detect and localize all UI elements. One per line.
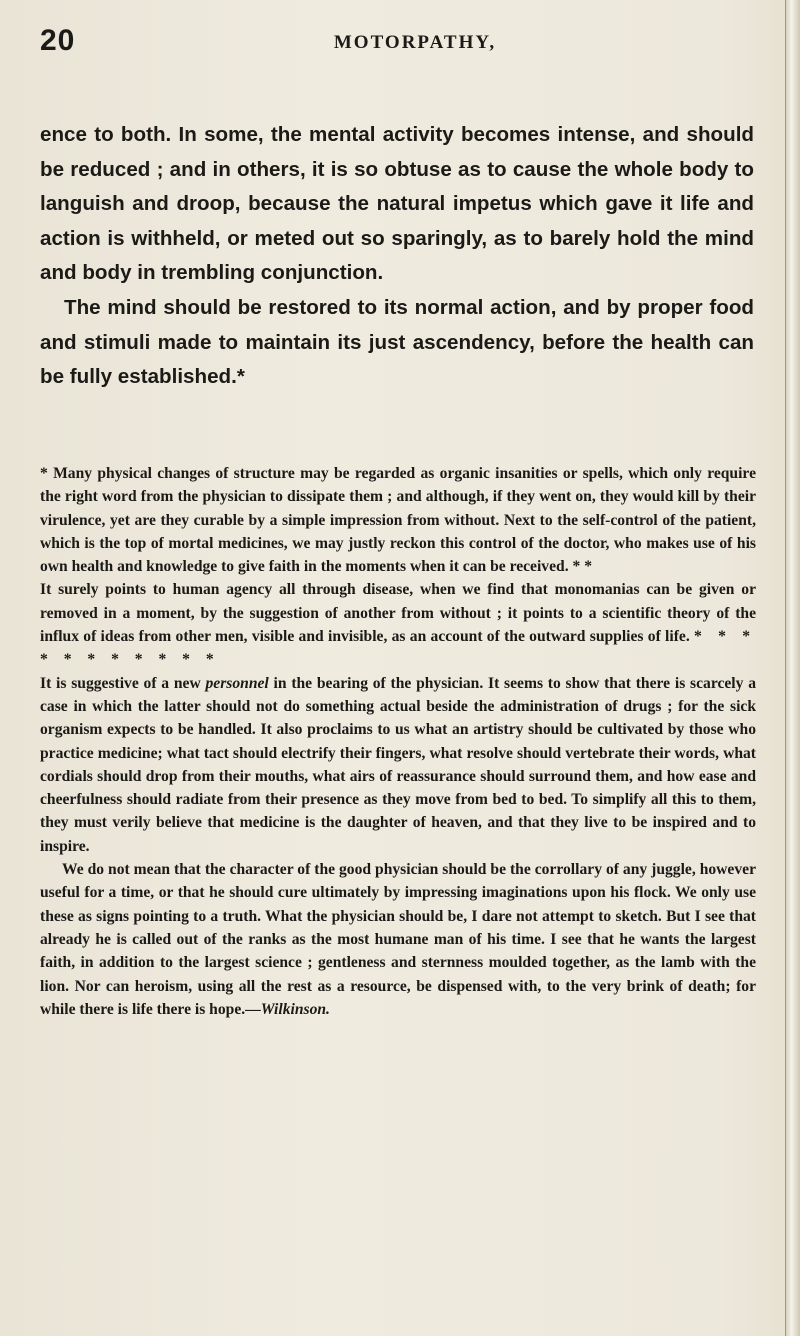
footnote-stars: * *: [572, 558, 593, 576]
footnote-paragraph: [40, 672, 756, 858]
page-header: [40, 24, 760, 64]
footnote-paragraph: [40, 578, 756, 671]
footnote-text: * Many physical changes of structure may be regarded as organic insanities or spells, which only require the right word from the physician to dissipate them ; and although, if they went on, they would kill by their virulence, yet are they curable by a simple impression from without. Next to the self-control of the patient, which is the top of mortal medicines, we may justly reckon this control of the doctor, who makes use of his own health and knowledge to give faith in the moments when it can be received.: [40, 465, 756, 576]
footnote-text: in the bearing of the physician. It seems to show that there is scarcely a case in which the latter should not do something actual beside the administration of drugs ; for the sick organism expects to be handled. It also proclaims to us what an artistry should be cultivated by those who practice medicine; what tact should electrify their fingers, what resolve should vertebrate their words, what cordials should drop from their mouths, what airs of reassurance should surround them, and how ease and cheerfulness should radiate from their presence as they move from bed to bed. To simplify all this to them, they must verily believe that medicine is the daughter of heaven, and that they live to be inspired and to inspire.: [40, 674, 756, 855]
main-text: [40, 118, 754, 395]
footnote-text: We do not mean that the character of the good physician should be the corrollary of any juggle, however useful for a time, or that he should cure ultimately by impressing imaginations upon his flock. We only use these as signs pointing to a truth. What the physician should be, I dare not attempt to sketch. But I see that already he is called out of the ranks as the most humane man of his time. I see that he wants the largest faith, in addition to the largest science ; gentleness and sternness moulded together, as the lamb with the lion. Nor can heroism, using all the rest as a resource, be dispensed with, to the very brink of death; for while there is life there is hope.—: [40, 861, 756, 1018]
running-head: MOTORPATHY,: [333, 32, 497, 53]
footnote-stars: * * * * * * * * * * *: [40, 628, 756, 669]
footnote-signature: Wilkinson.: [260, 1000, 330, 1018]
footnote-emphasis: personnel: [205, 674, 269, 692]
footnote-paragraph: [40, 462, 756, 578]
footnote-text: It surely points to human agency all through disease, when we find that monomanias can be given or removed in a moment, by the suggestion of another from without ; it points to a scientific theory of the influx of ideas from other men, visible and invisible, as an account of the outward supplies of life.: [40, 581, 756, 646]
page-number: 20: [40, 24, 76, 57]
body-paragraph: The mind should be restored to its normal action, and by proper food and stimuli made to maintain its just ascendency, before the health can be fully established.*: [40, 295, 754, 389]
page-edge: [785, 0, 800, 1336]
footnote: [40, 462, 756, 1021]
footnote-text: It is suggestive of a new: [40, 674, 206, 692]
body-paragraph: ence to both. In some, the mental activity becomes intense, and should be reduced ; and in others, it is so obtuse as to cause the whole body to languish and droop, because the natural impetus which gave it life and action is withheld, or meted out so sparingly, as to barely hold the mind and body in trembling conjunction.: [40, 123, 754, 285]
footnote-paragraph: [40, 858, 756, 1021]
